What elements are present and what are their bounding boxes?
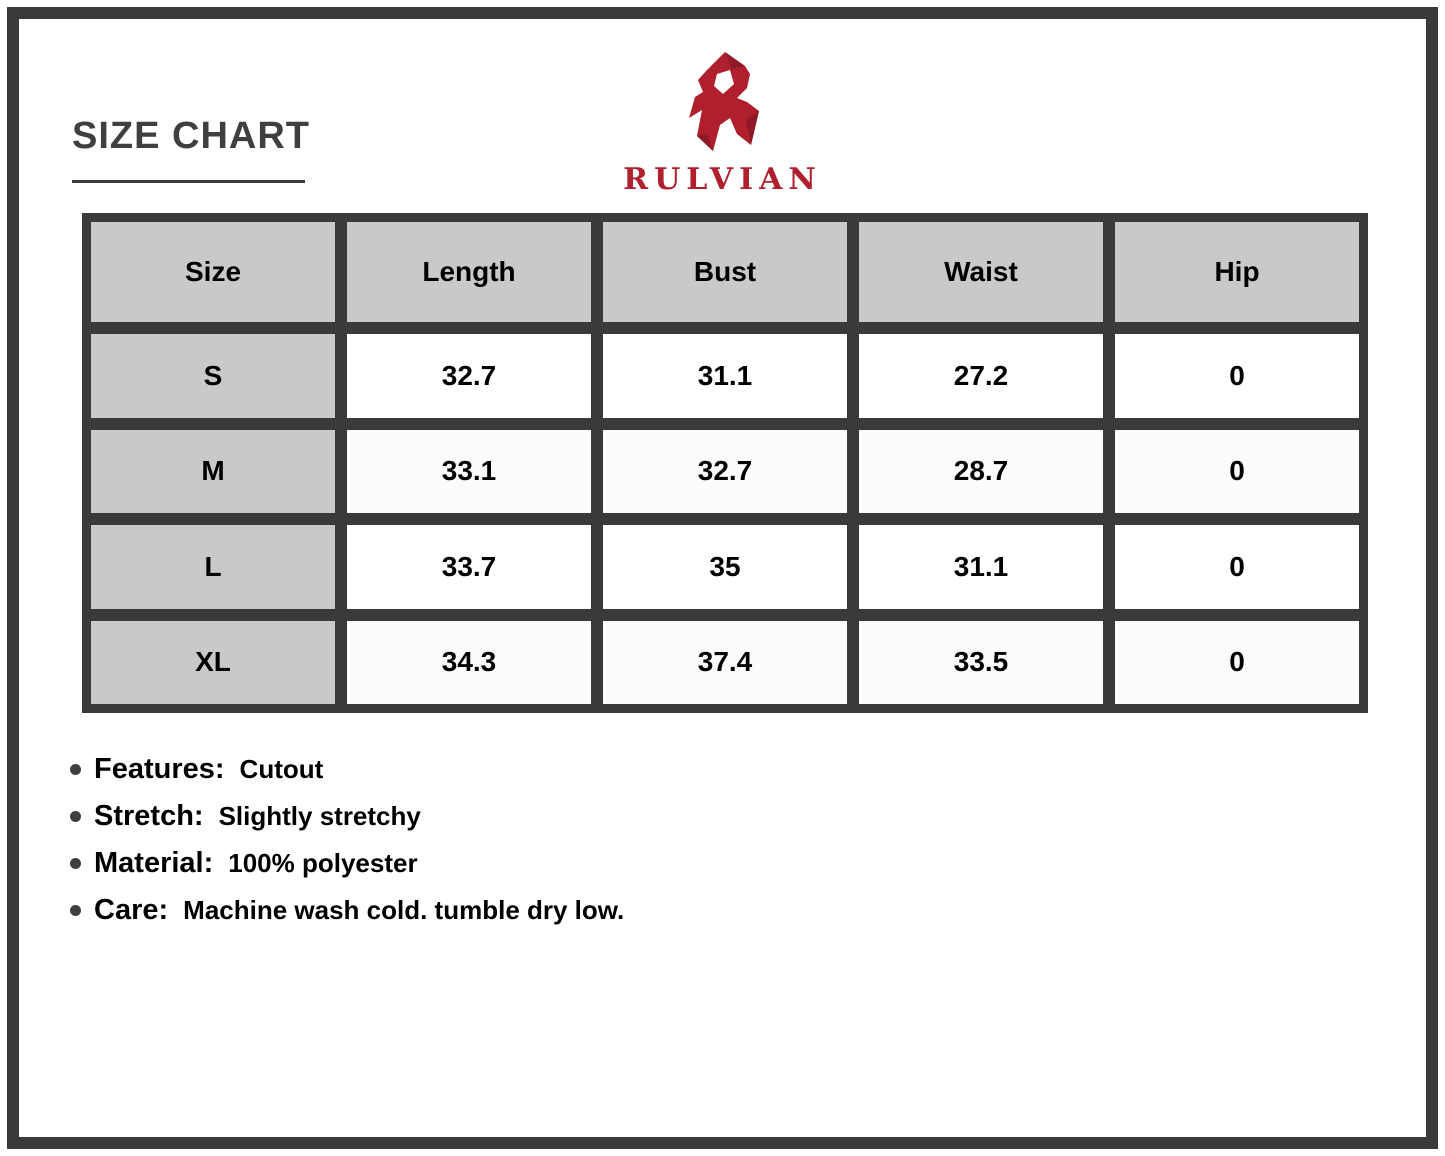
row-header-s: S [91, 334, 335, 418]
cell-m-length: 33.1 [347, 430, 591, 514]
detail-item-stretch [70, 799, 624, 833]
title-underline [72, 180, 305, 183]
cell-s-length: 32.7 [347, 334, 591, 418]
bullet-icon [70, 905, 81, 916]
cell-s-bust: 31.1 [603, 334, 847, 418]
detail-value: Slightly stretchy [218, 800, 421, 831]
bullet-icon [70, 858, 81, 869]
cell-s-waist: 27.2 [859, 334, 1103, 418]
cell-l-bust: 35 [603, 525, 847, 609]
cell-xl-waist: 33.5 [859, 621, 1103, 705]
detail-label: Features: [94, 752, 225, 785]
rulvian-r-logo-icon [673, 48, 773, 158]
brand-name: RULVIAN [623, 162, 822, 197]
header-cell-hip: Hip [1115, 222, 1359, 322]
product-details-list [70, 752, 624, 940]
cell-l-length: 33.7 [347, 525, 591, 609]
header-cell-size: Size [91, 222, 335, 322]
detail-item-material [70, 846, 624, 880]
row-header-l: L [91, 525, 335, 609]
cell-xl-bust: 37.4 [603, 621, 847, 705]
cell-m-hip: 0 [1115, 430, 1359, 514]
detail-label: Material: [94, 846, 214, 879]
cell-l-waist: 31.1 [859, 525, 1103, 609]
cell-m-waist: 28.7 [859, 430, 1103, 514]
detail-label: Stretch: [94, 799, 204, 832]
cell-xl-length: 34.3 [347, 621, 591, 705]
header-cell-waist: Waist [859, 222, 1103, 322]
cell-s-hip: 0 [1115, 334, 1359, 418]
title-block [72, 116, 310, 183]
size-chart-table [82, 213, 1368, 713]
header-cell-length: Length [347, 222, 591, 322]
brand-logo [593, 48, 853, 197]
bullet-icon [70, 811, 81, 822]
header-cell-bust: Bust [603, 222, 847, 322]
page-title: SIZE CHART [72, 115, 310, 157]
detail-value: 100% polyester [228, 847, 418, 878]
detail-item-features [70, 752, 624, 786]
cell-xl-hip: 0 [1115, 621, 1359, 705]
row-header-m: M [91, 430, 335, 514]
bullet-icon [70, 764, 81, 775]
cell-m-bust: 32.7 [603, 430, 847, 514]
detail-label: Care: [94, 893, 169, 926]
cell-l-hip: 0 [1115, 525, 1359, 609]
detail-value: Cutout [239, 753, 324, 784]
row-header-xl: XL [91, 621, 335, 705]
detail-item-care [70, 893, 624, 927]
detail-value: Machine wash cold. tumble dry low. [183, 894, 625, 925]
